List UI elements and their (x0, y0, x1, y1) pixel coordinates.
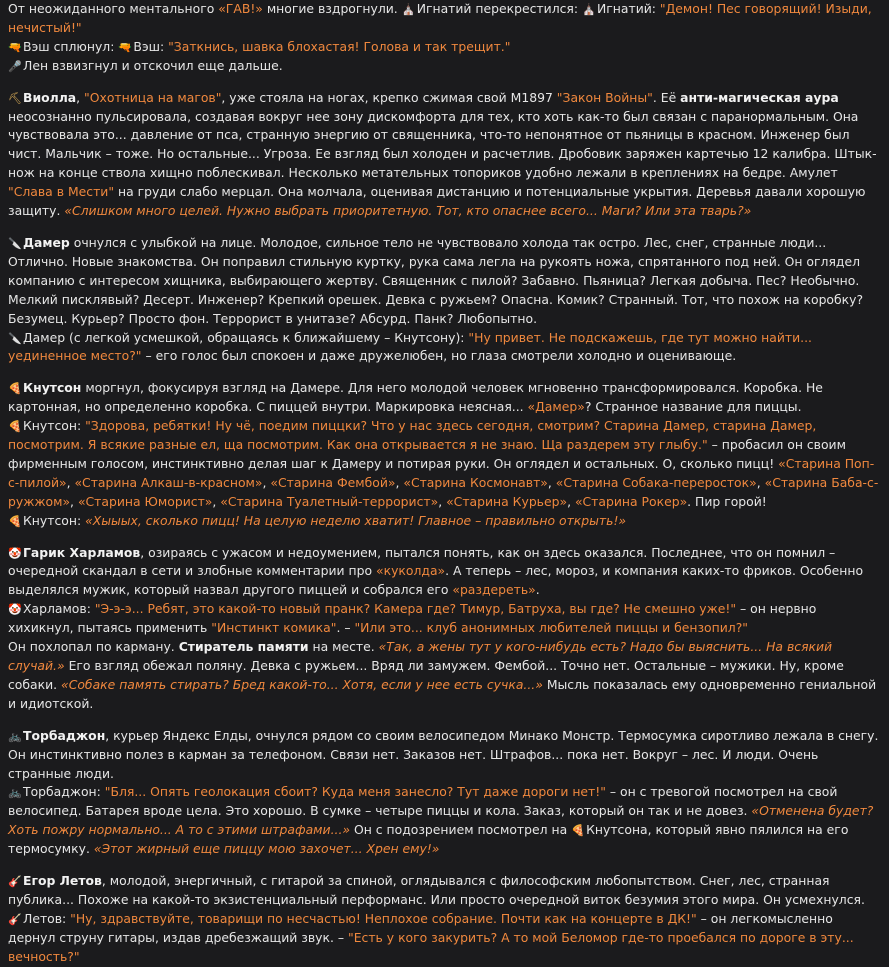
narration-text: неосознанно пульсировала, создавая вокруг нее зону дискомфорта для тех, кто хоть как-то был связан с паранормальным. Она чувствовала это... давление от пса, странную энергию от священника, что-то непонятное от пьяницы в красном. Инженер был чист. Мальчик – тоже. Но остальные... Угроза. Ее взгляд был холоден и расчетлив. Дробовик заряжен картечью 12 калибра. Штык-нож на конце ствола хищно поблескивал. Несколько метательных топориков удобно лежали в креплениях на бедре. Амулет (8, 108, 877, 181)
vesh-icon: 🔫 (8, 40, 22, 54)
narration-text: – он нервно хихикнул, пытаясь применить (8, 601, 817, 636)
narration-text: – его голос был спокоен и даже дружелюбен, но глаза смотрели холодно и оценивающе. (141, 348, 737, 364)
quote-text: "Ну, здравствуйте, товарищи по несчастью! Неплохое собрание. Почти как на концерте в ДК!" (70, 910, 697, 926)
narration-text: , (66, 474, 75, 490)
quote-text: "Бля... Опять геолокация сбоит? Куда меня занесло? Тут даже дороги нет!" (104, 784, 606, 800)
quote-text: "Есть у кого закурить? А то мой Беломор где-то проебался по дороге в эту... вечность?" (8, 929, 854, 964)
narration-text: Кнутсона, который явно пялился на его термосумку. (8, 822, 849, 857)
harlamov-icon: 🤡 (8, 603, 22, 617)
quote-text: «Старина Поп-с-пилой» (8, 455, 875, 490)
torbadzhon-icon: 🚲 (8, 786, 22, 800)
narration-text: очнулся с улыбкой на лице. Молодое, сильное тело не чувствовало холода так остро. Лес, снег, странные люди... Отлично. Новые знакомства. Он поправил стильную куртку, рука сама легла на рукоять ножа, спрятанного под ней. Он оглядел компанию с интересом хищника, выбирающего жертву. Священник с пилой? Забавно. Пьяница? Легкая добыча. Пес? Необычно. Мелкий писклявый? Десерт. Инженер? Крепкий орешек. Девка с ружьем? Опасна. Комик? Странный. Тот, что похож на коробку? Безумец. Курьер? Просто фон. Террорист в унитазе? Абсурд. Панк? Любопытно. (8, 234, 864, 326)
narration-text: Харламов: (23, 601, 95, 617)
quote-text: «раздерeть» (452, 582, 536, 598)
knutson-icon: 🍕 (8, 514, 22, 528)
message-line (8, 417, 881, 512)
len-icon: 🎤 (8, 59, 22, 73)
letov-icon: 🎸 (8, 875, 22, 889)
narration-text: , (547, 474, 556, 490)
quote-text: «Собаке память стирать? Бред какой-то... Хотя, если у нее есть сучка...» (61, 676, 543, 692)
narration-text: Он похлопал по карману. (8, 639, 179, 655)
quote-text: «Старина Рокер» (574, 493, 688, 509)
knutson-icon: 🍕 (571, 824, 585, 838)
quote-text: «Старина Алкаш-в-красном» (74, 474, 263, 490)
damer-icon: 🔪 (8, 236, 22, 250)
narration-text: Его взгляд обежал поляну. Девка с ружьем... Вряд ли замужем. Фембой... Точно нет. Остальные – мужики. Ну, кроме собаки. (8, 658, 844, 692)
character-name: Кнутсон (23, 380, 82, 396)
message-line (8, 600, 881, 638)
vesh-icon: 🔫 (118, 40, 133, 54)
narration-text: ? Странное название для пиццы. (584, 399, 802, 415)
message-line (8, 872, 881, 910)
narration-text: , (70, 493, 78, 509)
quote-text: «Старина Туалетный-террорист» (220, 493, 439, 509)
narration-text: на груди слабо мерцал. Она молчала, оценивая дистанцию и потенциальные укрытия. Деревья давали хорошую защиту. (8, 184, 866, 219)
narration-text: – он с тревогой посмотрел на свой велосипед. Батарея вроде цела. Это хорошо. В сумке – четыре пиццы и кола. Заказ, который он так и не довез. (8, 784, 838, 819)
message-line (8, 544, 881, 601)
narration-text: . Её (652, 89, 681, 105)
message-line (8, 638, 881, 714)
quote-text: "Демон! Пес говорящий! Изыди, нечистый!" (8, 1, 872, 35)
harlamov-icon: 🤡 (8, 546, 22, 560)
message-line (8, 329, 881, 367)
narration-text: . – (336, 620, 355, 636)
message-line (8, 38, 881, 57)
narration-text: . Пир горой! (687, 493, 767, 509)
message-line (8, 234, 881, 329)
narration-text: Лен взвизгнул и отскочил еще дальше. (23, 57, 283, 73)
quote-text: «куколда» (376, 563, 446, 579)
character-name: Торбаджон (23, 727, 106, 743)
quote-text: «Отменена будет? Хоть пожру нормально... А то с этими штрафами...» (8, 803, 874, 838)
quote-text: «ГАВ!» (218, 1, 263, 16)
character-name: Виолла (23, 89, 77, 105)
quote-text: «Хыыых, сколько пицц! На целую неделю хватит! Главное – правильно открыть!» (85, 512, 627, 528)
message-block-intro (8, 0, 881, 76)
narration-text: Торбаджон: (23, 784, 105, 800)
message-line (8, 57, 881, 76)
narration-text: Он с подозрением посмотрел на (350, 822, 572, 838)
narration-text: , молодой, энергичный, с гитарой за спиной, оглядывался с философским любопытством. Снег, лес, странная публика... Похоже на какой-то экзистенциальный перформанс. Или просто очередной виток безумия этого мира. Он усмехнулся. (8, 873, 865, 907)
narration-text: Игнатий перекрестился: (416, 1, 582, 16)
ignatiy-icon: ⛪ (582, 3, 596, 16)
quote-text: «Этот жирный еще пиццу мою захочет... Хрен ему!» (93, 841, 440, 857)
narration-text: Дамер (с легкой усмешкой, обращаясь к ближайшему – Кнутсону): (23, 329, 469, 345)
narration-text: , озираясь с ужасом и недоумением, пытался понять, как он здесь оказался. Последнее, что он помнил – очередной скандал в сети и злобные комментарии про (8, 544, 836, 579)
letov-icon: 🎸 (8, 912, 22, 926)
knutson-icon: 🍕 (8, 420, 22, 434)
message-block-torbadzhon (8, 727, 881, 859)
quote-text: "Слава в Мести" (8, 184, 115, 200)
narration-text: моргнул, фокусируя взгляд на Дамере. Для него молодой человек мгновенно трансформировался. Коробка. Не картонная, но определенно коробка. С пиццей внутри. Маркировка неясная... (8, 380, 823, 415)
quote-text: «Старина Собака-переросток» (555, 474, 757, 490)
narration-text: Кнутсон: (23, 418, 86, 434)
message-line (8, 0, 881, 38)
message-block-damer (8, 234, 881, 366)
narration-text: , (212, 493, 221, 509)
narration-text: , (756, 474, 765, 490)
character-name: Гарик Харламов (23, 544, 141, 560)
narration-text: , (262, 474, 271, 490)
narration-text: Вэш сплюнул: (23, 38, 119, 54)
narration-text: , уже стояла на ногах, крепко сжимая свой M1897 (221, 89, 557, 105)
damer-icon: 🔪 (8, 331, 22, 345)
message-line (8, 89, 881, 221)
knutson-icon: 🍕 (8, 382, 22, 396)
narration-text: . А теперь – лес, мороз, и компания каких-то фриков. Особенно выделялся мужик, который назвал другого пиццей и собрался его (8, 563, 864, 598)
narration-text: Игнатий: (597, 1, 660, 16)
narration-text: Вэш: (133, 38, 169, 54)
quote-text: "Заткнись, шавка блохастая! Голова и так трещит." (168, 38, 511, 54)
message-line (8, 783, 881, 859)
ignatiy-icon: ⛪ (401, 3, 416, 16)
narration-text: , (76, 89, 85, 105)
narration-text: Мысль показалась ему одновременно гениальной и идиотской. (8, 676, 877, 711)
quote-text: «Так, а жены тут у кого-нибудь есть? Надо бы выяснить... На всякий случай.» (8, 639, 833, 673)
message-line (8, 379, 881, 417)
quote-text: «Слишком много целей. Нужно выбрать приоритетную. Тот, кто опаснее всего... Маги? Или эта тварь?» (64, 203, 752, 219)
quote-text: "Охотница на магов" (84, 89, 222, 105)
quote-text: "Здорова, ребятки! Ну чё, поедим пиццки? Что у нас здесь сегодня, смотрим? Старина Дамер, старина Дамер, посмотрим. Я всякие разные ел, ща посмотрим. Как она открывается я не знаю. Ща раздерем эту глыбу." (8, 418, 817, 453)
quote-text: "Ну привет. Не подскажешь, где тут можно найти... уединенное место?" (8, 329, 812, 364)
message-block-harlamov (8, 544, 881, 714)
quote-text: «Старина Баба-с-ружжом» (8, 474, 879, 509)
quote-text: "Закон Войны" (556, 89, 653, 105)
character-name: Стиратель памяти (178, 639, 309, 655)
message-line (8, 727, 881, 784)
quote-text: «Дамер» (527, 399, 585, 415)
message-block-letov (8, 872, 881, 967)
narration-text: многие вздрогнули. (262, 1, 402, 16)
narration-text: Летов: (23, 910, 71, 926)
narration-text: , (567, 493, 575, 509)
narration-text: , курьер Яндекс Елды, очнулся рядом со своим велосипедом Минако Монстр. Термосумка сиротливо лежала в снегу. Он инстинктивно полез в карман за телефоном. Связи нет. Заказов нет. Штрафов... пока нет. Вокруг – лес. И люди. Очень странные люди. (8, 727, 879, 781)
narration-text: . (535, 582, 540, 598)
narration-text: – пробасил он своим фирменным голосом, инстинктивно делая шаг к Дамеру и потирая руки. Он оглядел и остальных. О, сколько пицц! (8, 437, 846, 471)
quote-text: «Старина Фембой» (270, 474, 396, 490)
character-name: анти-магическая аура (680, 89, 839, 105)
character-name: Дамер (23, 234, 70, 250)
quote-text: «Старина Космонавт» (403, 474, 548, 490)
narration-text: на месте. (308, 639, 379, 655)
message-line (8, 512, 881, 531)
narration-text: Кнутсон: (23, 512, 86, 528)
character-name: Егор Летов (23, 873, 102, 889)
quote-text: "Или это... клуб анонимных любителей пиццы и бензопил?" (354, 620, 748, 636)
quote-text: "Э-э-э... Ребят, это какой-то новый пранк? Камера где? Тимур, Батруха, вы где? Не смешно уже!" (94, 601, 737, 617)
quote-text: «Старина Юморист» (77, 493, 213, 509)
narration-text: – он легкомысленно дернул струну гитары, издав дребезжащий звук. – (8, 910, 833, 945)
torbadzhon-icon: 🚲 (8, 729, 22, 743)
narration-text: , (395, 474, 404, 490)
narration-text: От неожиданного ментального (8, 1, 219, 16)
quote-text: "Инстинкт комика" (211, 620, 337, 636)
quote-text: «Старина Курьер» (446, 493, 568, 509)
message-line (8, 910, 881, 967)
message-block-violla (8, 89, 881, 221)
violla-icon: ⛏ (8, 91, 22, 105)
narration-text: , (438, 493, 447, 509)
message-block-knutson (8, 379, 881, 530)
